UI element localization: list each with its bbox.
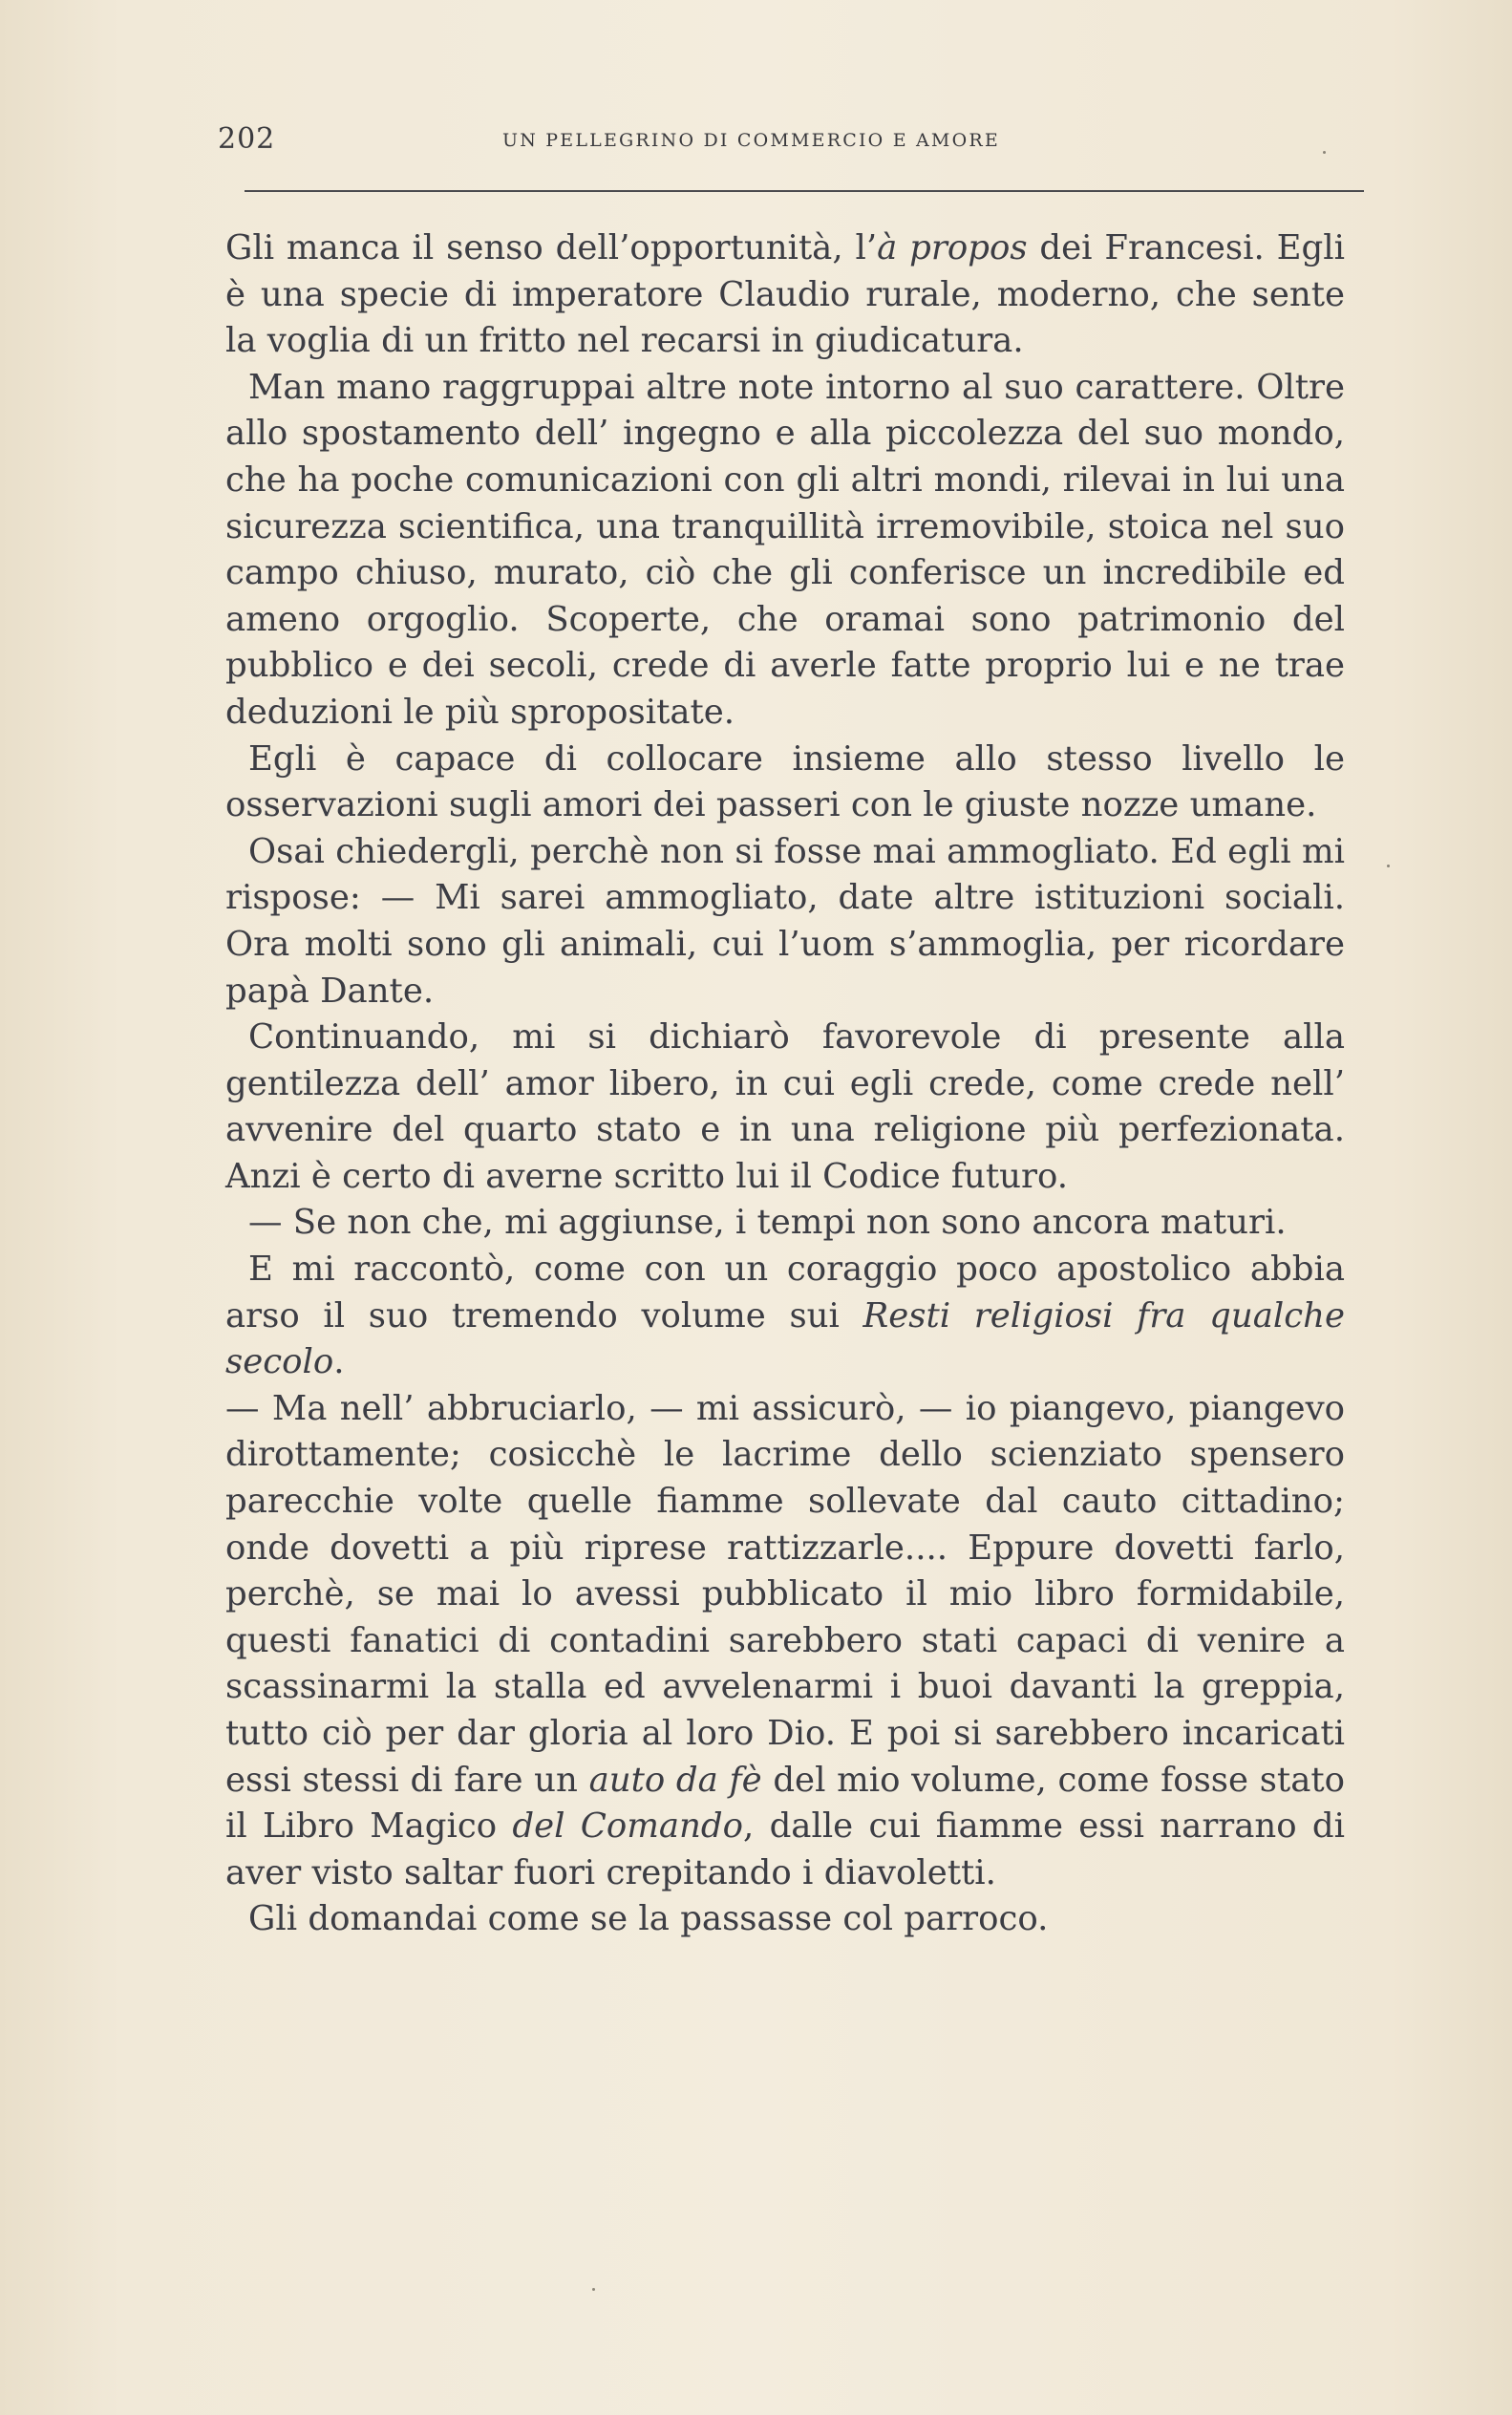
page-number: 202 [218, 122, 276, 156]
margin-speck [1387, 865, 1390, 867]
running-title: UN PELLEGRINO DI COMMERCIO E AMORE [502, 130, 1000, 151]
paragraph: Man mano raggruppai altre note intorno al suo carattere. Oltre allo spostamento dell’ ingegno e alla piccolezza del suo mondo, che ha poche comunicazioni con gli altri mondi, rilevai in lui una sicurezza scientifica, una tranquillità irremovibile, stoica nel suo campo chiuso, murato, ciò che gli conferisce un incredibile ed ameno orgoglio. Scoperte, che oramai sono patrimonio del pubblico e dei secoli, crede di averle fatte proprio lui e ne trae deduzioni le più spropositate. [225, 367, 1345, 732]
paragraph: — Se non che, mi aggiunse, i tempi non sono ancora maturi. [248, 1203, 1287, 1243]
paragraph: Continuando, mi si dichiarò favorevole di presente alla gentilezza dell’ amor libero, in cui egli crede, come crede nell’ avvenire del quarto stato e in una religione più perfezionata. Anzi è certo di averne scritto lui il Codice futuro. [225, 1017, 1345, 1196]
body-text [225, 225, 1345, 1943]
margin-speck [592, 2288, 595, 2291]
header-rule [245, 190, 1364, 192]
page-header [218, 122, 1345, 160]
paragraph: — Ma nell’ abbruciarlo, — mi assicurò, — io piangevo, piangevo dirottamente; cosicchè le lacrime dello scienziato spensero parecchie volte quelle fiamme sollevate dal cauto cittadino; onde dovetti a più riprese rattizzarle.... Eppure dovetti farlo, perchè, se mai lo avessi pubblicato il mio libro formidabile, questi fanatici di contadini sarebbero stati capaci di venire a scassinarmi la stalla ed avvelenarmi i buoi davanti la greppia, tutto ciò per dar gloria al loro Dio. E poi si sarebbero incaricati essi stessi di fare un auto da fè del mio volume, come fosse stato il Libro Magico del Comando, dalle cui fiamme essi narrano di aver visto saltar fuori crepitando i diavoletti. [225, 1388, 1346, 1892]
paragraph: Osai chiedergli, perchè non si fosse mai ammogliato. Ed egli mi rispose: — Mi sarei ammogliato, date altre istituzioni sociali. Ora molti sono gli animali, cui l’uom s’ammoglia, per ricordare papà Dante. [225, 831, 1345, 1011]
paragraph: Gli domandai come se la passasse col parroco. [248, 1899, 1049, 1939]
paragraph: Egli è capace di collocare insieme allo stesso livello le osservazioni sugli amori dei passeri con le giuste nozze umane. [225, 738, 1345, 825]
paragraph: E mi raccontò, come con un coraggio poco apostolico abbia arso il suo tremendo volume sui Resti religiosi fra qualche secolo. [225, 1250, 1345, 1382]
paragraph: Gli manca il senso dell’opportunità, l’à propos dei Francesi. Egli è una specie di imperatore Claudio rurale, moderno, che sente la voglia di un fritto nel recarsi in giudicatura. [225, 228, 1345, 361]
margin-speck [1323, 151, 1326, 154]
